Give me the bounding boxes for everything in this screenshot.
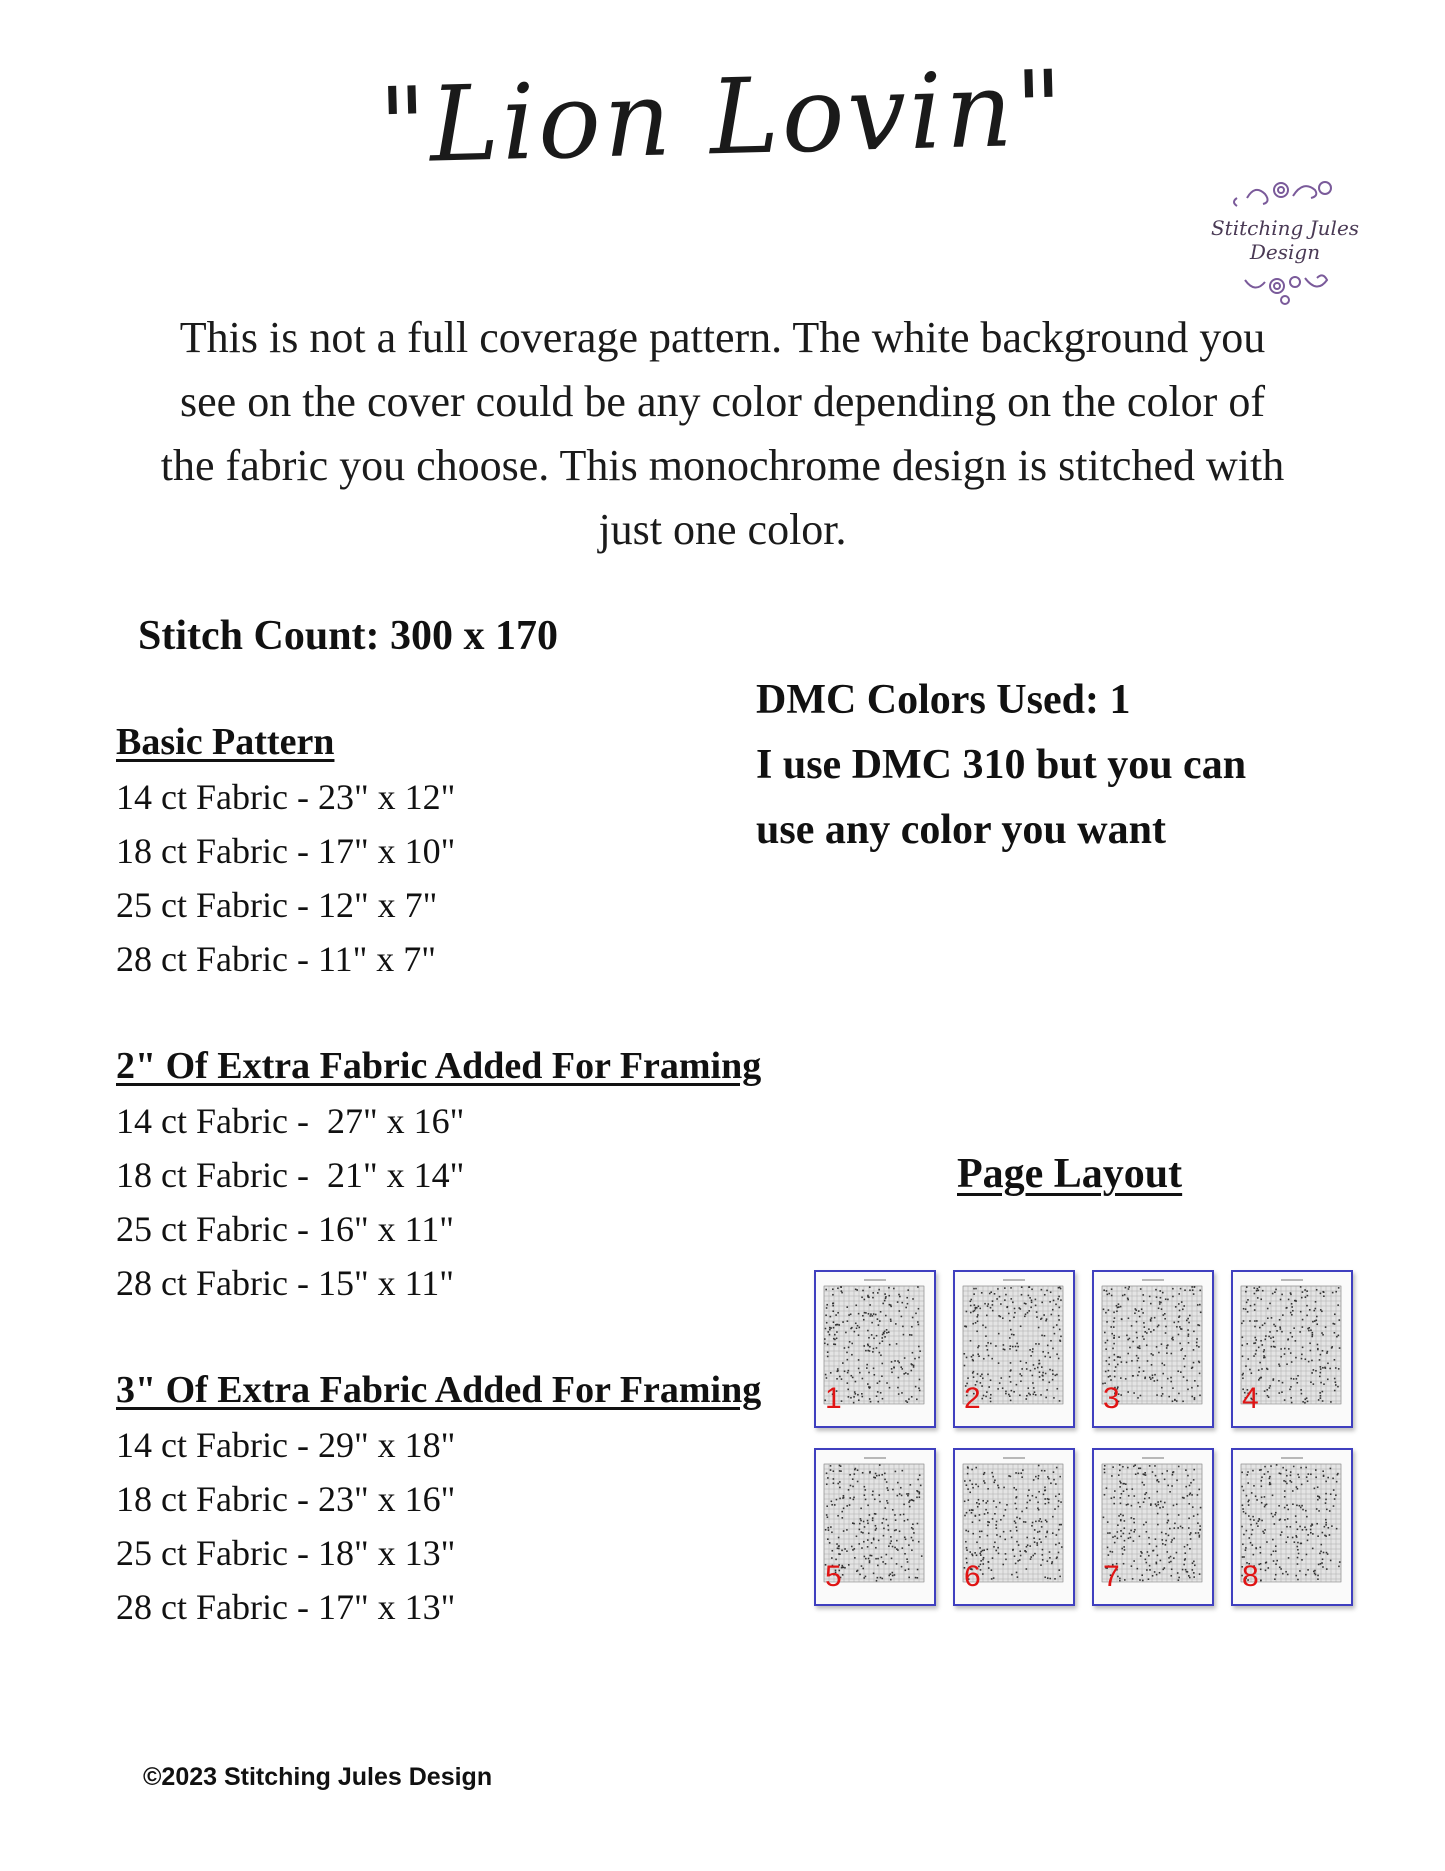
page-thumbnail bbox=[814, 1448, 936, 1606]
page-number: 1 bbox=[825, 1382, 842, 1415]
section-heading: Basic Pattern bbox=[116, 721, 335, 763]
fabric-size-row: 28 ct Fabric - 11" x 7" bbox=[116, 939, 436, 979]
fabric-size-row: 28 ct Fabric - 15" x 11" bbox=[116, 1263, 454, 1303]
page-layout-heading: Page Layout bbox=[957, 1151, 1183, 1197]
page-number: 7 bbox=[1103, 1560, 1120, 1593]
page-number: 6 bbox=[964, 1560, 981, 1593]
page-number: 5 bbox=[825, 1560, 842, 1593]
page-number: 4 bbox=[1242, 1382, 1259, 1415]
fabric-size-row: 25 ct Fabric - 12" x 7" bbox=[116, 885, 438, 925]
three-inch-extra-section bbox=[116, 1362, 776, 1634]
section-heading: 3" Of Extra Fabric Added For Framing bbox=[116, 1369, 762, 1411]
fabric-size-row: 18 ct Fabric - 17" x 10" bbox=[116, 831, 456, 871]
swirl-bottom-icon bbox=[1185, 270, 1385, 306]
fabric-size-row: 18 ct Fabric - 23" x 16" bbox=[116, 1479, 456, 1519]
page-number: 8 bbox=[1242, 1560, 1259, 1593]
fabric-size-row: 14 ct Fabric - 27" x 16" bbox=[116, 1101, 465, 1141]
fabric-size-row: 25 ct Fabric - 18" x 13" bbox=[116, 1533, 456, 1573]
intro-paragraph: This is not a full coverage pattern. The white background you see on the cover could be any color depending on the color of the fabric you choose. This monochrome design is stitched with just one color. bbox=[160, 313, 1285, 554]
page-thumbnail bbox=[814, 1270, 936, 1428]
pattern-title: "Lion Lovin" bbox=[377, 47, 1068, 187]
two-inch-extra-section bbox=[116, 1038, 776, 1310]
copyright-footer: ©2023 Stitching Jules Design bbox=[143, 1763, 493, 1791]
stitch-count: Stitch Count: 300 x 170 bbox=[138, 613, 559, 659]
basic-pattern-section bbox=[116, 714, 776, 986]
page-thumbnail bbox=[1231, 1448, 1353, 1606]
fabric-size-row: 14 ct Fabric - 23" x 12" bbox=[116, 777, 456, 817]
page-layout-grid bbox=[814, 1270, 1355, 1612]
dmc-colors-note bbox=[756, 668, 1396, 863]
section-heading: 2" Of Extra Fabric Added For Framing bbox=[116, 1045, 762, 1087]
fabric-size-row: 14 ct Fabric - 29" x 18" bbox=[116, 1425, 456, 1465]
brand-logo bbox=[1185, 176, 1385, 286]
page-thumbnail bbox=[1092, 1448, 1214, 1606]
logo-text: Stitching Jules Design bbox=[1210, 216, 1360, 264]
dmc-line-3: use any color you want bbox=[756, 807, 1166, 853]
fabric-size-row: 25 ct Fabric - 16" x 11" bbox=[116, 1209, 454, 1249]
swirl-top-icon bbox=[1185, 176, 1385, 212]
page-number: 2 bbox=[964, 1382, 981, 1415]
page-thumbnail bbox=[1092, 1270, 1214, 1428]
dmc-line-2: I use DMC 310 but you can bbox=[756, 742, 1247, 788]
fabric-size-row: 28 ct Fabric - 17" x 13" bbox=[116, 1587, 456, 1627]
page-thumbnail bbox=[953, 1448, 1075, 1606]
dmc-line-1: DMC Colors Used: 1 bbox=[756, 677, 1131, 723]
page-number: 3 bbox=[1103, 1382, 1120, 1415]
page-thumbnail bbox=[1231, 1270, 1353, 1428]
fabric-size-row: 18 ct Fabric - 21" x 14" bbox=[116, 1155, 465, 1195]
page-thumbnail bbox=[953, 1270, 1075, 1428]
